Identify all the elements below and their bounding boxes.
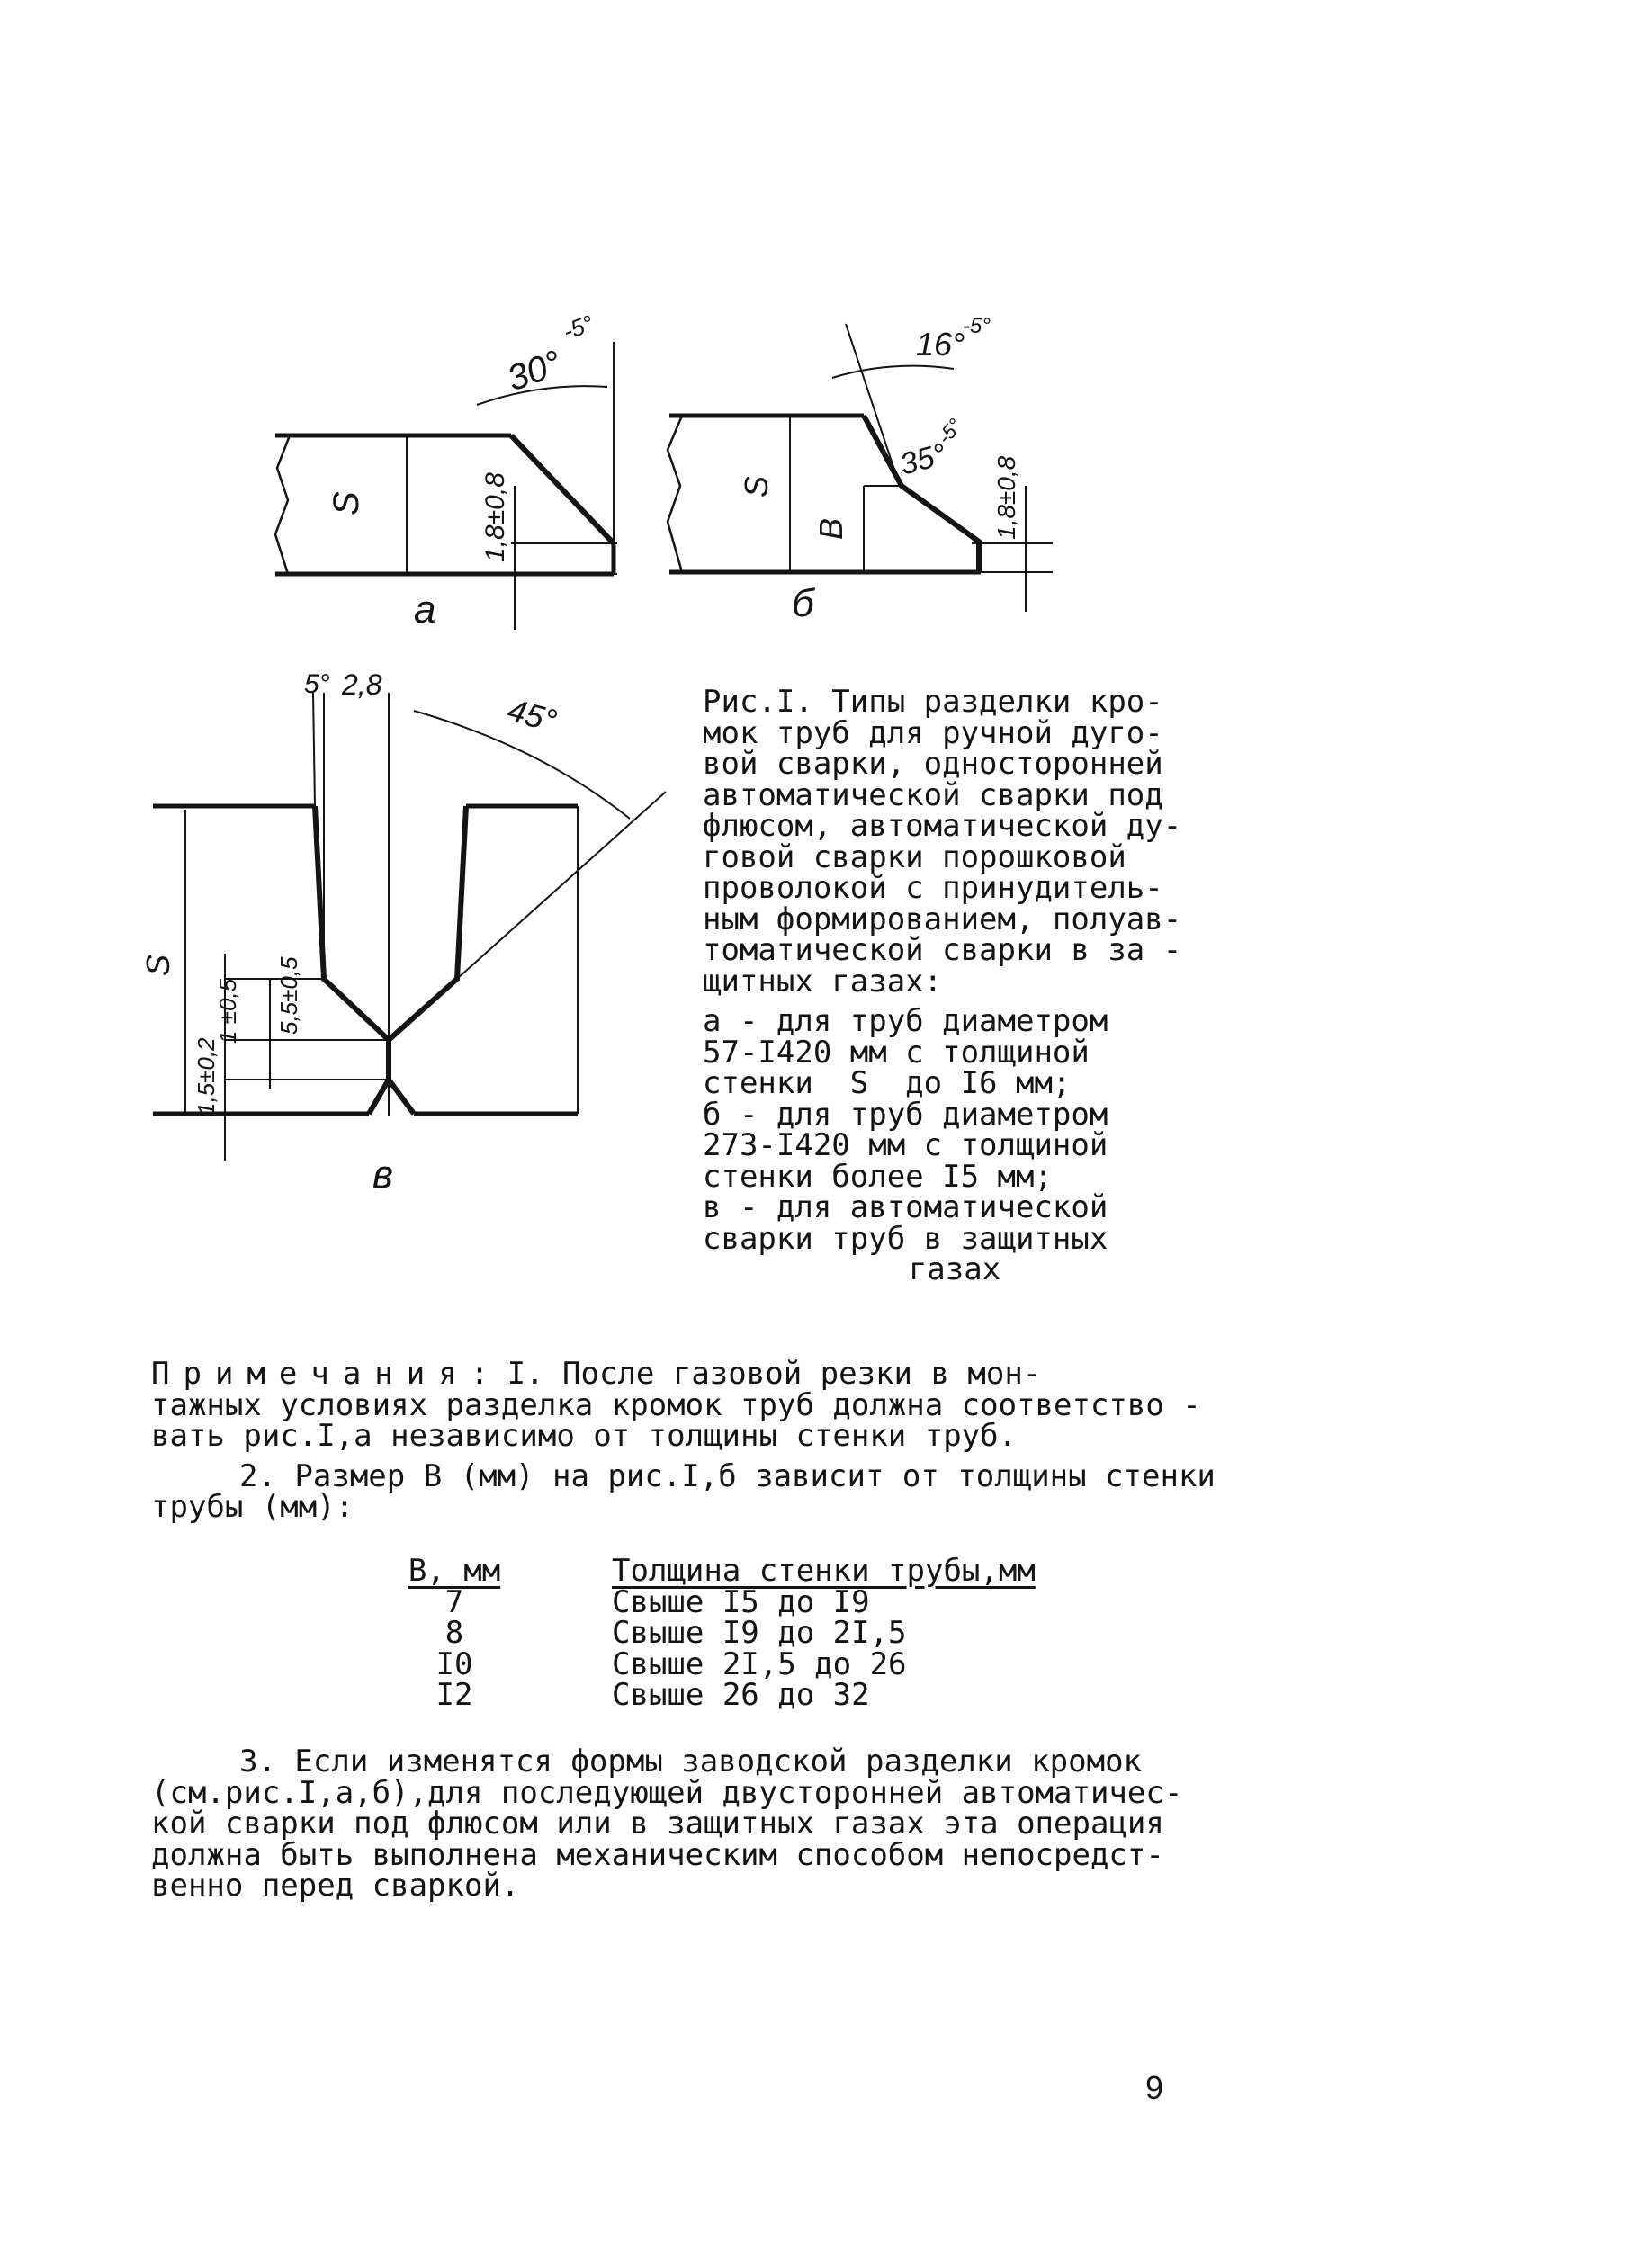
caption-item: 273-I420 мм с толщиной: [703, 1127, 1108, 1163]
fig-b-angle-mid-tol: -5°: [932, 414, 967, 449]
notes-section: [151, 1358, 1231, 1523]
caption-line: мок труб для ручной дуго-: [703, 714, 1163, 751]
break-line: [668, 416, 682, 572]
figure-a: [275, 342, 617, 630]
note-1-line: : I. После газовой резки в мон-: [470, 1356, 1042, 1392]
fig-b-angle-top: 16°: [916, 326, 965, 363]
ext-left: [313, 693, 315, 806]
fig-c-angle-big: 45°: [503, 691, 561, 740]
caption-item: стенки S до I6 мм;: [703, 1065, 1072, 1101]
note-3-line: (см.рис.I,а,б),для последующей двусторонней автоматичес-: [151, 1774, 1183, 1811]
caption-line: флюсом, автоматической ду-: [703, 808, 1182, 844]
caption-item: стенки более I5 мм;: [703, 1158, 1053, 1195]
note-3-line: должна быть выполнена механическим способом непосредст-: [151, 1836, 1164, 1873]
caption-item: сварки труб в защитных: [703, 1220, 1108, 1257]
fig-a-angle: 30°: [502, 343, 567, 399]
fig-c-label: в: [372, 1152, 393, 1197]
caption-line: вой сварки, односторонней: [703, 746, 1163, 782]
caption-line: говой сварки порошковой: [703, 838, 1126, 875]
fig-b-step: В: [812, 517, 849, 540]
caption-item: в - для автоматической: [703, 1189, 1108, 1225]
table-row: [378, 1615, 1098, 1651]
caption-item: б - для труб диаметром: [703, 1096, 1108, 1133]
right-groove: [389, 806, 466, 1040]
caption-line: ным формированием, полуав-: [703, 901, 1182, 937]
note-3-line: кой сварки под флюсом или в защитных газах эта операция: [151, 1806, 1164, 1842]
fig-c-gap: 2,8: [342, 668, 382, 701]
caption-line: автоматической сварки под: [703, 776, 1163, 813]
table-cell: I2: [435, 1677, 473, 1713]
figure-c: [153, 693, 666, 1161]
note-1-first-line: [151, 1358, 1231, 1390]
fig-c-angle-small: 5°: [304, 669, 330, 699]
left-groove: [315, 806, 389, 1114]
table-cell: Свыше I5 до I9: [612, 1583, 870, 1620]
table-row: [378, 1583, 1098, 1620]
bevel-line: [511, 435, 614, 543]
caption-line: щитных газах:: [703, 963, 943, 1000]
fig-a-angle-tol: -5°: [559, 309, 597, 345]
table-cell: Свыше I9 до 2I,5: [612, 1615, 907, 1651]
caption-line: томатической сварки в за -: [703, 932, 1182, 968]
dimension-table: [378, 1555, 1098, 1711]
fig-b-thickness: S: [738, 475, 775, 498]
table-row: [378, 1677, 1098, 1713]
angle-arc-top: [832, 366, 954, 378]
table-cell: 8: [444, 1615, 464, 1651]
caption-item-last: газах: [908, 1251, 1001, 1287]
caption-item: 57-I420 мм с толщиной: [703, 1034, 1090, 1071]
fig-b-land: 1,8±0,8: [992, 455, 1020, 540]
figure-caption: [703, 686, 1207, 1286]
compound-bevel: [864, 416, 979, 572]
fig-b-angle-mid: 35°: [896, 436, 950, 482]
table-cell: 7: [444, 1583, 464, 1620]
table-cell: Свыше 2I,5 до 26: [612, 1645, 907, 1682]
note-3: [151, 1746, 1231, 1902]
note-1-line: тажных условиях разделка кромок труб должна соответство -: [151, 1386, 1201, 1423]
fig-b-angle-top-tol: -5°: [963, 314, 991, 338]
fig-c-thickness: S: [139, 954, 176, 976]
extension-line: [846, 324, 900, 486]
caption-line: Рис.I. Типы разделки кро-: [703, 684, 1163, 720]
note-2-line: 2. Размер В (мм) на рис.I,б зависит от толщины стенки: [239, 1457, 1216, 1494]
break-line: [275, 435, 290, 574]
fig-c-dim-b: 5,5±0,5: [275, 956, 302, 1035]
note-3-line: венно перед сваркой.: [151, 1868, 520, 1904]
fig-b-label: б: [792, 581, 814, 625]
table-header-b: В, мм: [408, 1553, 501, 1589]
notes-heading: Примечания: [151, 1356, 471, 1392]
note-3-line: 3. Если изменятся формы заводской разделки кромок: [239, 1744, 1143, 1779]
fig-c-dim-c: 1,5±0,2: [193, 1037, 220, 1116]
back-bevel: [389, 1080, 414, 1114]
note-1-line: вать рис.I,а независимо от толщины стенки труб.: [151, 1418, 1018, 1454]
table-row: [378, 1645, 1098, 1682]
fig-c-dim-a: 1 ±0,5: [214, 978, 241, 1044]
caption-line: проволокой с принудитель-: [703, 870, 1163, 906]
fig-a-land: 1,8±0,8: [480, 472, 510, 562]
note-2-line: трубы (мм):: [151, 1489, 354, 1525]
table-cell: Свыше 26 до 32: [612, 1677, 870, 1713]
page-number: 9: [1145, 2069, 1164, 2106]
fig-a-thickness: S: [327, 491, 366, 515]
caption-item: а - для труб диаметром: [703, 1003, 1108, 1039]
table-header-thickness: Толщина стенки трубы,мм: [612, 1553, 1036, 1589]
ext-45: [457, 792, 666, 979]
table-header: [378, 1555, 1098, 1587]
fig-a-label: а: [414, 587, 436, 632]
table-cell: I0: [435, 1645, 473, 1682]
